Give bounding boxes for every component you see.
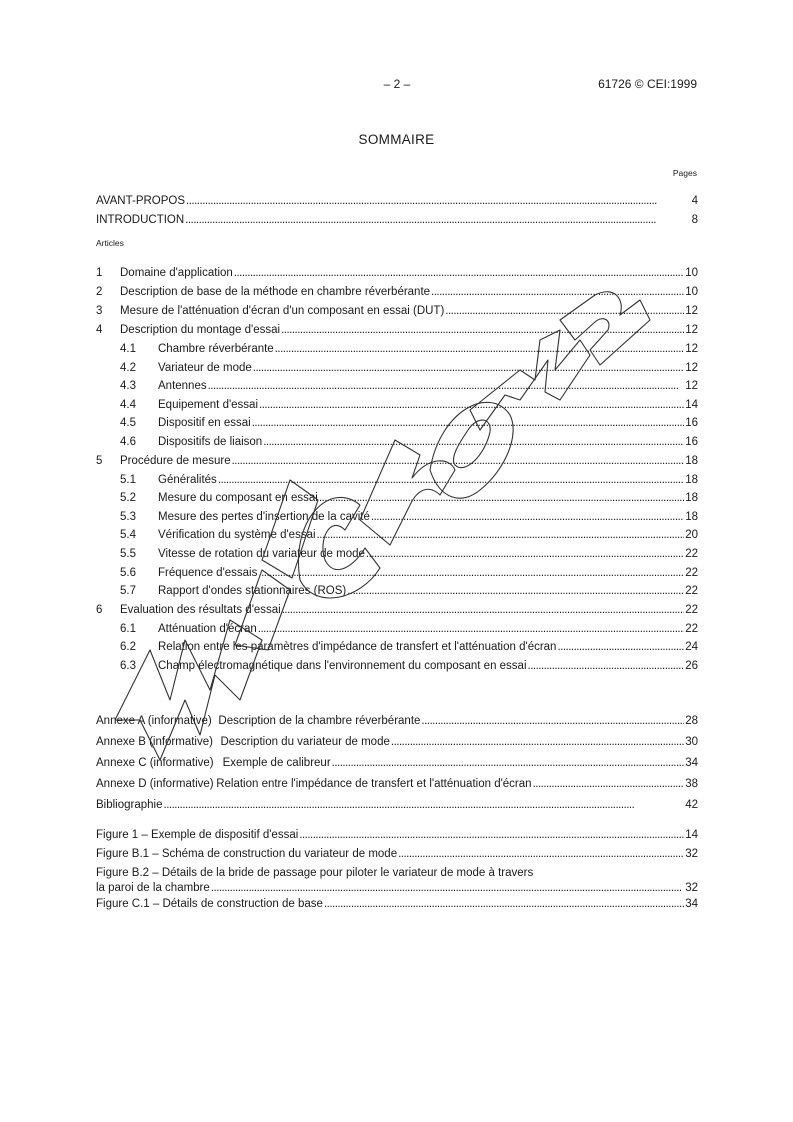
toc-entry-title: Champ électromagnétique dans l'environnement du composant en essai — [158, 659, 527, 672]
toc-entry[interactable] — [96, 283, 698, 302]
toc-entry-page: 22 — [685, 547, 698, 560]
annex-label: Annexe A (informative) — [96, 715, 212, 727]
toc-entry-page: 12 — [685, 324, 698, 336]
toc-entry-title: Description du montage d'essai — [120, 324, 281, 336]
dot-leader — [317, 526, 685, 545]
toc-subentry[interactable] — [96, 638, 698, 657]
toc-entry-title-continued: la paroi de la chambre — [96, 881, 210, 894]
toc-entry-number: 5.3 — [120, 510, 136, 523]
toc-entry-number: 4.1 — [120, 343, 136, 355]
annex-label: Annexe C (informative) — [96, 757, 214, 769]
dot-leader — [186, 192, 691, 211]
toc-entry-page: 26 — [685, 659, 698, 672]
toc-entry-page: 22 — [685, 603, 698, 616]
dot-leader — [281, 321, 684, 340]
toc-annex-entry[interactable] — [96, 753, 698, 774]
toc-entry-title: Mesure du composant en essai — [158, 492, 318, 505]
dot-leader — [391, 732, 684, 753]
toc-entry-title: Figure 1 – Exemple de dispositif d'essai — [96, 829, 299, 841]
dot-leader — [282, 601, 684, 620]
toc-subentry[interactable] — [96, 433, 698, 452]
toc-entry-number: 1 — [96, 267, 103, 279]
dot-leader — [319, 489, 684, 508]
toc-entry[interactable] — [96, 211, 698, 230]
dot-leader — [371, 508, 684, 527]
toc-entry-line — [96, 881, 698, 896]
toc-entry-title: Vitesse de rotation du variateur de mode — [158, 547, 365, 560]
toc-entry-page: 10 — [685, 286, 698, 298]
toc-subentry[interactable] — [96, 489, 698, 508]
document-reference: 61726 © CEI:1999 — [598, 77, 697, 91]
toc-entry-page: 38 — [685, 778, 698, 790]
toc-entry-number: 5.1 — [120, 473, 136, 486]
toc-entry-page: 12 — [685, 305, 698, 317]
toc-entry-page: 14 — [685, 829, 698, 841]
dot-leader — [528, 657, 685, 676]
toc-entry-number: 5.7 — [120, 585, 136, 598]
toc-figure-entry[interactable] — [96, 845, 698, 864]
toc-entry-title: Evaluation des résultats d'essai — [120, 603, 281, 616]
toc-entry-title: Domaine d'application — [120, 267, 233, 279]
toc-entry-title: Exemple de calibreur — [222, 757, 331, 769]
toc-entry-number: 5.2 — [120, 492, 136, 505]
dot-leader — [258, 620, 684, 639]
toc-entry-number: 5.6 — [120, 566, 136, 579]
dot-leader — [164, 795, 685, 816]
articles-label: Articles — [96, 238, 124, 248]
toc-entry-number: 6 — [96, 603, 103, 616]
dot-leader — [299, 826, 684, 845]
toc-entry-page: 28 — [685, 715, 698, 727]
toc-entry-title: Dispositifs de liaison — [158, 435, 263, 448]
toc-entry-number: 4.2 — [120, 361, 136, 374]
toc-entry-number: 6.2 — [120, 641, 136, 654]
toc-entry-number: 4.3 — [120, 380, 136, 393]
toc-annex-entry[interactable] — [96, 774, 698, 795]
toc-entry-page: 30 — [685, 736, 698, 748]
toc-subentry[interactable] — [96, 414, 698, 433]
toc-entry-title: Procédure de mesure — [120, 454, 231, 467]
toc-entry-page: 18 — [685, 473, 698, 486]
toc-entry-number: 6.1 — [120, 622, 136, 635]
dot-leader — [218, 471, 684, 490]
dot-leader — [232, 452, 685, 471]
dot-leader — [252, 414, 685, 433]
toc-entry-page: 22 — [685, 585, 698, 598]
dot-leader — [332, 753, 685, 774]
toc-entry-page: 34 — [685, 757, 698, 769]
toc-entry-title: INTRODUCTION — [96, 214, 185, 226]
toc-entry-number: 4.6 — [120, 435, 136, 448]
toc-entry-title: Description du variateur de mode — [220, 736, 390, 748]
dot-leader — [421, 711, 684, 732]
toc-entry-title: AVANT-PROPOS — [96, 195, 186, 207]
toc-entry-page: 32 — [685, 881, 698, 894]
toc-subentry[interactable] — [96, 526, 698, 545]
toc-figure-entry[interactable] — [96, 826, 698, 845]
toc-entry-page: 14 — [685, 398, 698, 411]
toc-entry-title: Généralités — [158, 473, 217, 486]
toc-entry[interactable] — [96, 192, 698, 211]
toc-subentry[interactable] — [96, 657, 698, 676]
toc-subentry[interactable] — [96, 545, 698, 564]
toc-subentry[interactable] — [96, 471, 698, 490]
page-title: SOMMAIRE — [358, 132, 435, 147]
toc-annexes — [96, 711, 698, 816]
toc-entry[interactable] — [96, 264, 698, 283]
toc-entry-page: 18 — [685, 454, 698, 467]
toc-entry-page: 12 — [685, 343, 698, 355]
toc-entry-title: Figure B.1 – Schéma de construction du variateur de mode — [96, 848, 398, 860]
annex-label: Annexe B (informative) — [96, 736, 213, 748]
toc-front-matter — [96, 192, 698, 230]
toc-entry-number: 4.5 — [120, 417, 136, 430]
toc-entry-line — [96, 867, 698, 881]
toc-entry-page: 32 — [685, 848, 698, 860]
toc-entry-page: 12 — [685, 361, 698, 374]
toc-entry-title: Fréquence d'essais — [158, 566, 258, 579]
toc-subentry[interactable] — [96, 377, 698, 396]
toc-subentry[interactable] — [96, 359, 698, 378]
dot-leader — [258, 564, 684, 583]
toc-entry-title: Mesure de l'atténuation d'écran d'un composant en essai (DUT) — [120, 305, 445, 317]
annex-label: Annexe D (informative) — [96, 778, 214, 790]
dot-leader — [275, 340, 685, 359]
toc-entry-title: Rapport d'ondes stationnaires (ROS) — [158, 585, 347, 598]
toc-entry-title: Figure B.2 – Détails de la bride de passage pour piloter le variateur de mode à travers — [96, 867, 534, 879]
toc-entry-number: 6.3 — [120, 659, 136, 672]
toc-figures — [96, 826, 698, 914]
toc-entry-title: Description de base de la méthode en chambre réverbérante — [120, 286, 431, 298]
toc-entry-title: Relation entre l'impédance de transfert et l'atténuation d'écran — [216, 778, 532, 790]
dot-leader — [347, 582, 684, 601]
toc-subentry[interactable] — [96, 564, 698, 583]
toc-subentry[interactable] — [96, 508, 698, 527]
dot-leader — [185, 211, 690, 230]
toc-entry-page: 18 — [685, 492, 698, 505]
dot-leader — [398, 845, 684, 864]
toc-entry-page: 20 — [685, 529, 698, 542]
toc-entry[interactable] — [96, 452, 698, 471]
toc-entry[interactable] — [96, 302, 698, 321]
toc-entry-title: Bibliographie — [96, 799, 163, 811]
toc-subentry[interactable] — [96, 340, 698, 359]
toc-entry-title: Atténuation d'écran — [158, 622, 257, 635]
toc-entry-page: 8 — [691, 214, 698, 226]
toc-figure-entry[interactable] — [96, 895, 698, 914]
toc-entry-number: 2 — [96, 286, 103, 298]
toc-entry-number: 5 — [96, 454, 103, 467]
toc-annex-entry[interactable] — [96, 732, 698, 753]
toc-entry-page: 42 — [685, 799, 698, 811]
toc-entry-page: 34 — [685, 898, 698, 910]
toc-entry-title: Chambre réverbérante — [158, 343, 274, 355]
dot-leader — [253, 359, 684, 378]
toc-subentry[interactable] — [96, 582, 698, 601]
toc-subentry[interactable] — [96, 620, 698, 639]
toc-entry-number: 5.4 — [120, 529, 136, 542]
toc-entry-title: Mesure des pertes d'insertion de la cavité — [158, 510, 370, 523]
toc-annex-entry[interactable] — [96, 711, 698, 732]
toc-entry-title: Vérification du système d'essai — [158, 529, 316, 542]
dot-leader — [211, 881, 684, 896]
toc-entry-number: 5.5 — [120, 547, 136, 560]
toc-entry-page: 22 — [685, 622, 698, 635]
toc-entry-page: 18 — [685, 510, 698, 523]
toc-entry-number: 4 — [96, 324, 103, 336]
toc-entry-page: 16 — [685, 435, 698, 448]
pages-column-label: Pages — [672, 168, 697, 178]
toc-entry-title: Relation entre les paramètres d'impédance de transfert et l'atténuation d'écran — [158, 641, 557, 654]
toc-subentry[interactable] — [96, 396, 698, 415]
toc-entry-number: 3 — [96, 305, 103, 317]
toc-entry-title: Equipement d'essai — [158, 398, 259, 411]
dot-leader — [208, 377, 685, 396]
toc-entry-title: Figure C.1 – Détails de construction de base — [96, 898, 323, 910]
toc-entry-page: 12 — [685, 380, 698, 393]
toc-entry-page: 4 — [691, 195, 698, 207]
toc-entry-page: 24 — [685, 641, 698, 654]
toc-entry-title: Description de la chambre réverbérante — [218, 715, 421, 727]
dot-leader — [557, 638, 684, 657]
toc-entry-number: 4.4 — [120, 398, 136, 411]
dot-leader — [533, 774, 685, 795]
toc-entry[interactable] — [96, 321, 698, 340]
toc-figure-entry[interactable] — [96, 864, 698, 895]
toc-entry[interactable] — [96, 601, 698, 620]
toc-entry-page: 10 — [685, 267, 698, 279]
toc-bibliography-entry[interactable] — [96, 795, 698, 816]
toc-articles — [96, 264, 698, 676]
dot-leader — [431, 283, 684, 302]
dot-leader — [234, 264, 684, 283]
dot-leader — [259, 396, 684, 415]
toc-entry-title: Dispositif en essai — [158, 417, 251, 430]
page-number: – 2 – — [383, 77, 411, 91]
toc-entry-page: 16 — [685, 417, 698, 430]
dot-leader — [263, 433, 684, 452]
dot-leader — [324, 895, 684, 914]
dot-leader — [366, 545, 684, 564]
toc-entry-title: Variateur de mode — [158, 361, 252, 374]
toc-entry-page: 22 — [685, 566, 698, 579]
toc-entry-title: Antennes — [158, 380, 207, 393]
dot-leader — [445, 302, 684, 321]
